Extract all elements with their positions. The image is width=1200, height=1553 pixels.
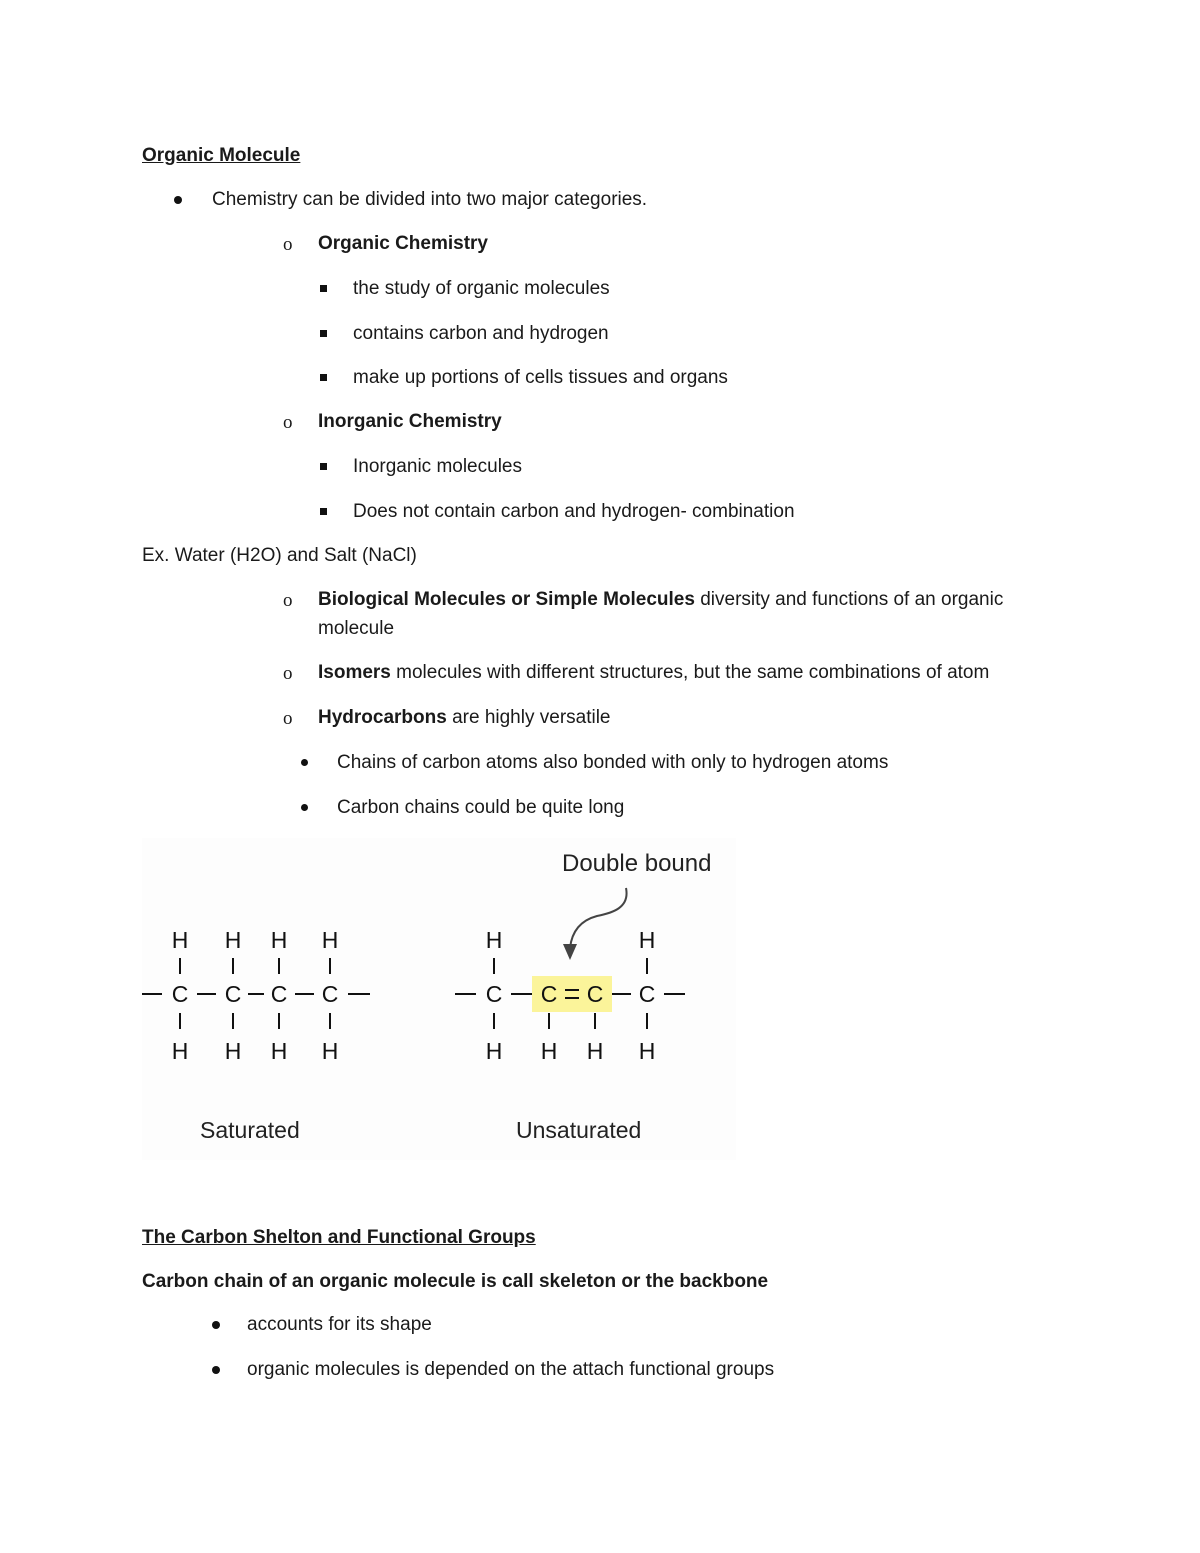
double-bond-label: Double bound — [562, 850, 712, 877]
organic-item-1: the study of organic molecules — [353, 278, 610, 299]
hydro-item-2: Carbon chains could be quite long — [337, 797, 625, 818]
hydro-rest: are highly versatile — [446, 707, 611, 728]
carbon-atom: C — [540, 981, 558, 1007]
bullet-icon — [212, 1321, 220, 1329]
sub-bullet-circle-icon: o — [283, 590, 293, 611]
isomers-bold: Isomers — [318, 662, 391, 683]
inorganic-heading: Inorganic Chemistry — [318, 411, 502, 432]
carbon-atom: C — [224, 981, 242, 1007]
hydro-item-1: Chains of carbon atoms also bonded with only to hydrogen atoms — [337, 752, 889, 773]
inorganic-item-1: Inorganic molecules — [353, 456, 522, 477]
hydrogen-atom: H — [270, 1038, 288, 1064]
section2-item-1: accounts for its shape — [247, 1314, 432, 1335]
hydrogen-atom: H — [321, 1038, 339, 1064]
hydrocarbon-figure — [142, 838, 736, 1160]
carbon-atom: C — [638, 981, 656, 1007]
organic-item-2: contains carbon and hydrogen — [353, 323, 609, 344]
carbon-atom: C — [171, 981, 189, 1007]
square-bullet-icon — [320, 374, 327, 381]
bullet-icon — [174, 196, 182, 204]
section2-title: The Carbon Shelton and Functional Groups — [142, 1227, 536, 1248]
square-bullet-icon — [320, 508, 327, 515]
saturated-label: Saturated — [200, 1117, 300, 1143]
hydrogen-atom: H — [321, 927, 339, 953]
intro-bullet-text: Chemistry can be divided into two major categories. — [212, 189, 648, 210]
carbon-atom: C — [485, 981, 503, 1007]
hydro-bold: Hydrocarbons — [318, 707, 447, 728]
section2-item-2: organic molecules is depended on the attach functional groups — [247, 1359, 775, 1380]
carbon-atom: C — [586, 981, 604, 1007]
bio-line — [318, 585, 1003, 615]
curved-arrow-icon — [570, 888, 627, 948]
square-bullet-icon — [320, 463, 327, 470]
hydrogen-atom: H — [224, 1038, 242, 1064]
isomers-rest: molecules with different structures, but the same combinations of atom — [390, 662, 990, 683]
carbon-atom: C — [270, 981, 288, 1007]
page-title: Organic Molecule — [142, 145, 301, 166]
hydro-line — [318, 703, 611, 733]
square-bullet-icon — [320, 330, 327, 337]
bio-rest: diversity and functions of an organic — [694, 589, 1004, 610]
carbon-atom: C — [321, 981, 339, 1007]
bullet-icon — [212, 1366, 220, 1374]
sub-bullet-circle-icon: o — [283, 708, 293, 729]
hydrogen-atom: H — [540, 1038, 558, 1064]
hydrogen-atom: H — [586, 1038, 604, 1064]
sub-bullet-circle-icon: o — [283, 234, 293, 255]
bullet-icon — [301, 759, 308, 766]
hydrogen-atom: H — [638, 927, 656, 953]
section2-subtitle: Carbon chain of an organic molecule is call skeleton or the backbone — [142, 1271, 769, 1292]
arrow-head-icon — [563, 944, 577, 960]
hydrogen-atom: H — [485, 927, 503, 953]
bio-bold: Biological Molecules or Simple Molecules — [318, 589, 695, 610]
hydrogen-atom: H — [270, 927, 288, 953]
hydrogen-atom: H — [638, 1038, 656, 1064]
example-text: Ex. Water (H2O) and Salt (NaCl) — [142, 545, 417, 566]
hydrogen-atom: H — [171, 927, 189, 953]
hydrogen-atom: H — [485, 1038, 503, 1064]
bio-continuation: molecule — [318, 618, 395, 639]
sub-bullet-circle-icon: o — [283, 412, 293, 433]
bullet-icon — [301, 804, 308, 811]
organic-heading: Organic Chemistry — [318, 233, 488, 254]
hydrogen-atom: H — [224, 927, 242, 953]
hydrogen-atom: H — [171, 1038, 189, 1064]
sub-bullet-circle-icon: o — [283, 663, 293, 684]
square-bullet-icon — [320, 285, 327, 292]
unsaturated-label: Unsaturated — [516, 1117, 642, 1143]
isomers-line — [318, 658, 989, 688]
organic-item-3: make up portions of cells tissues and organs — [353, 367, 728, 388]
inorganic-item-2: Does not contain carbon and hydrogen- combination — [353, 501, 795, 522]
